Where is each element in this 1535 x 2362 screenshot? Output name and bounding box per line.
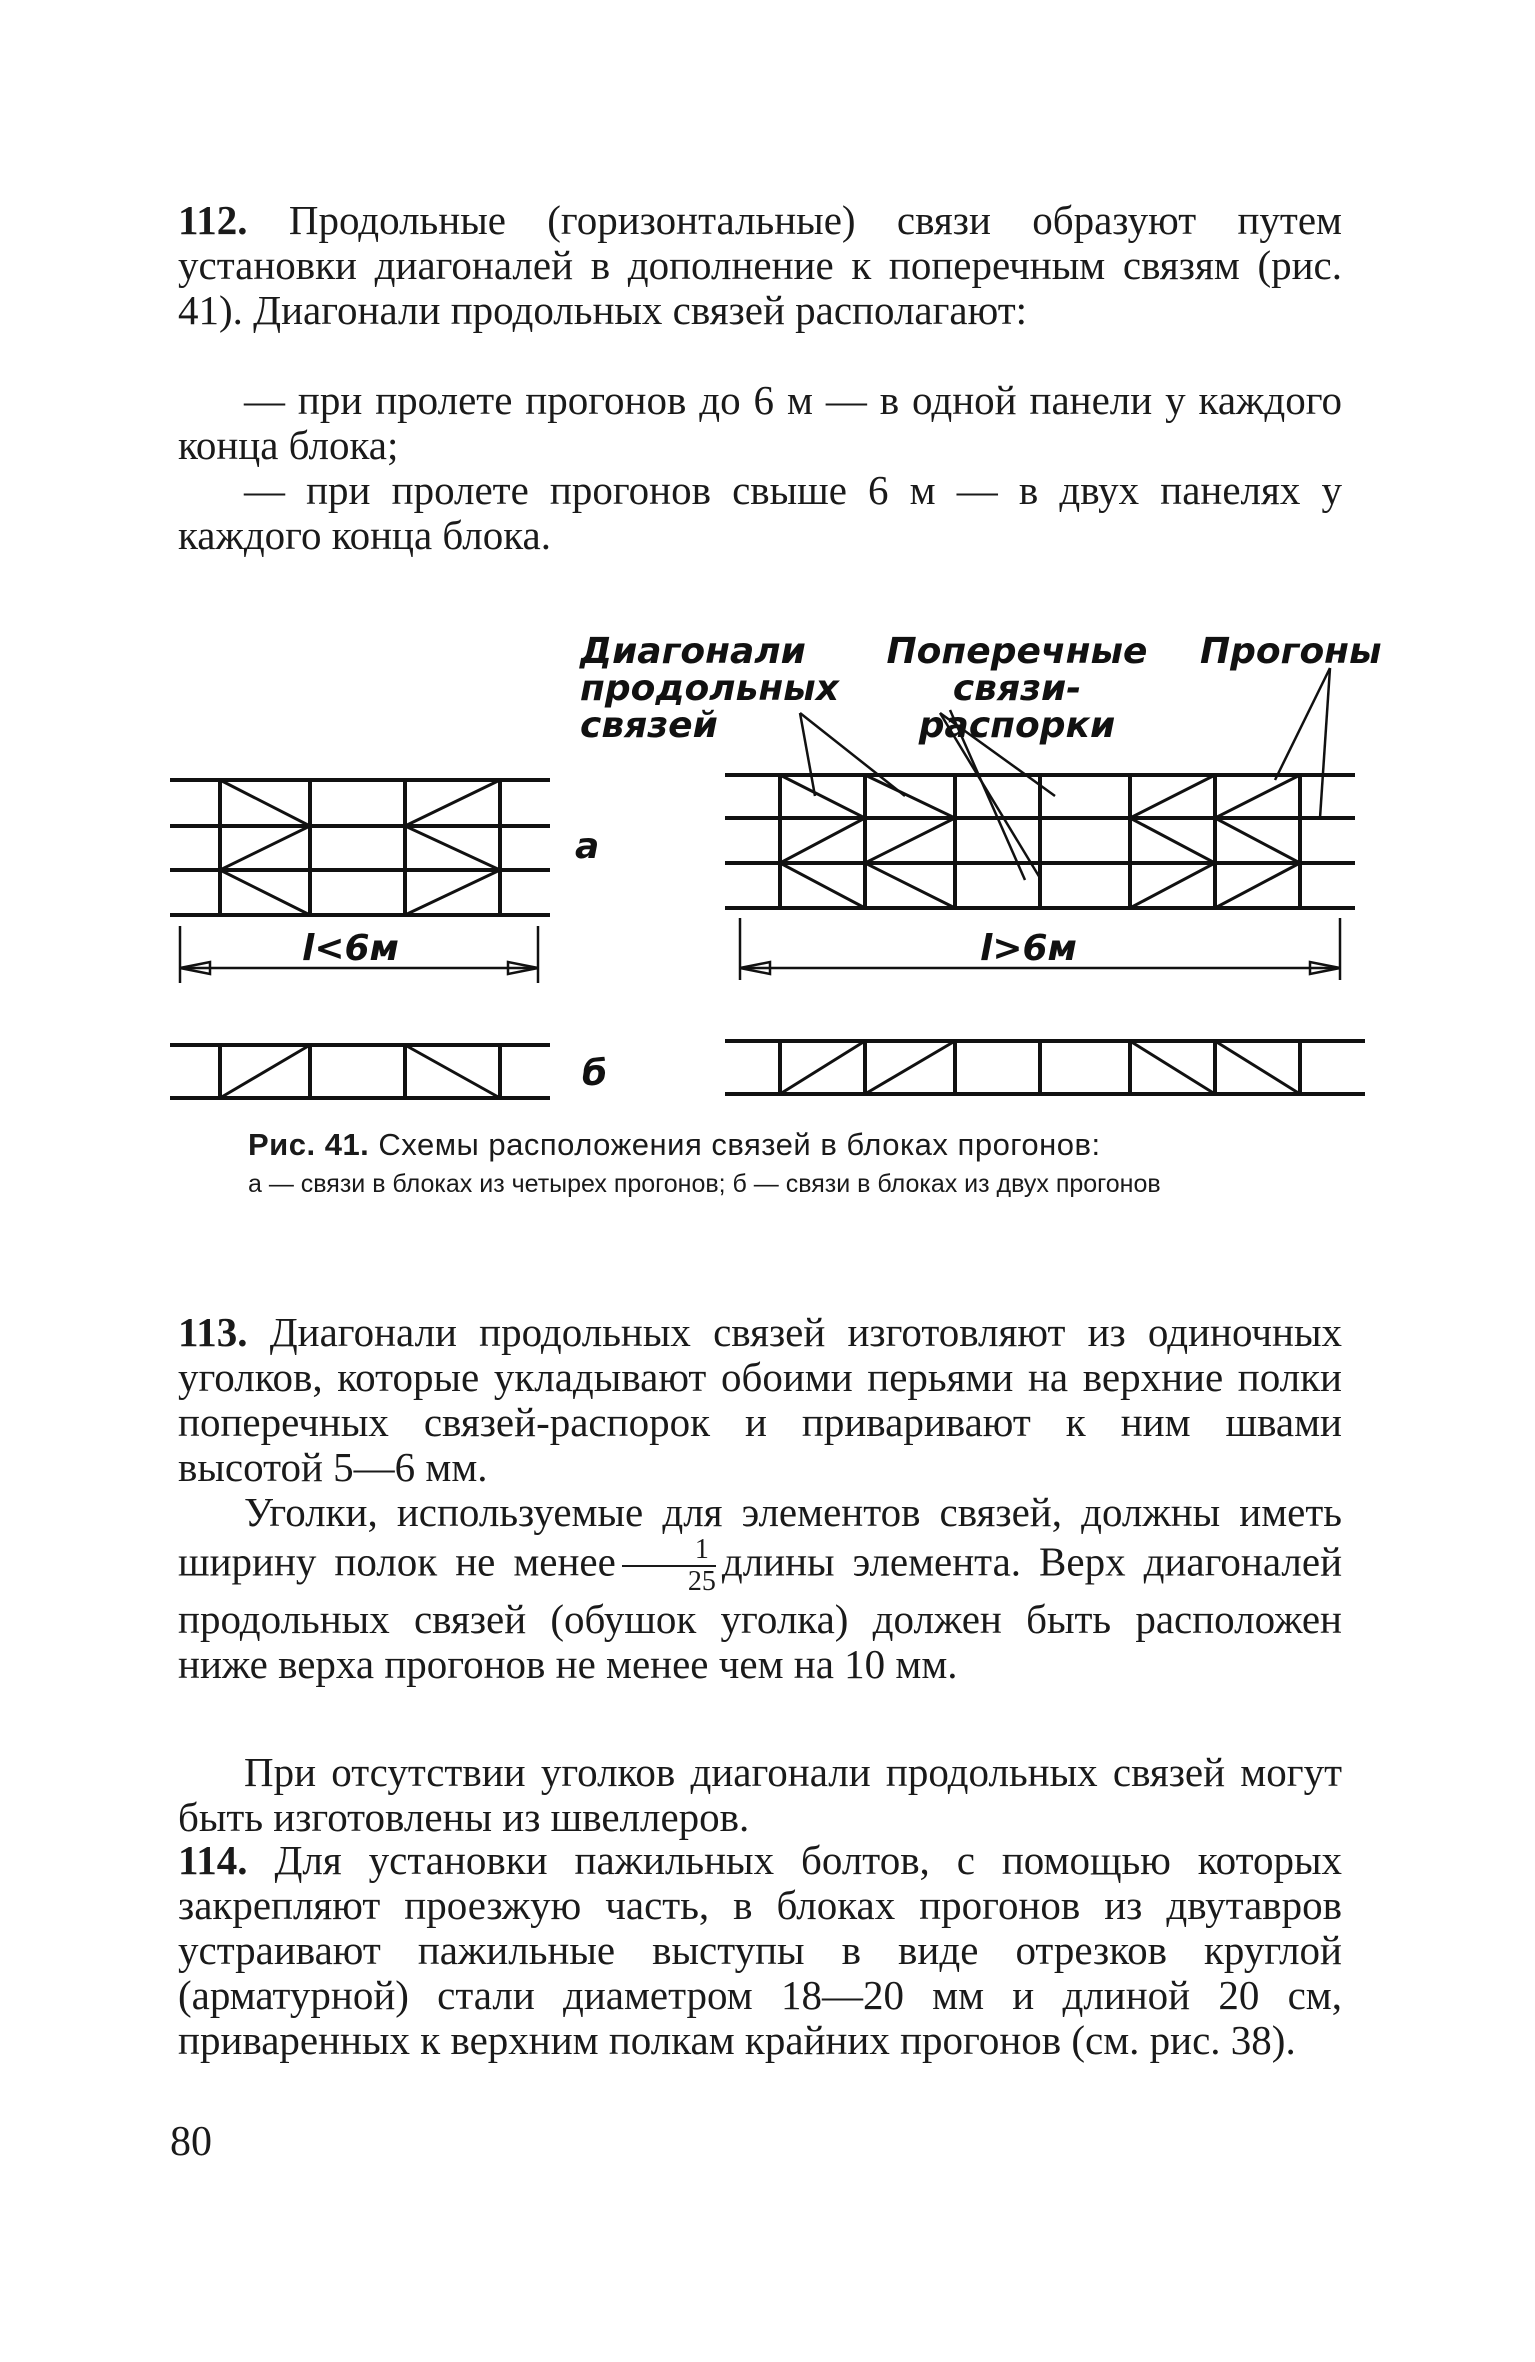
scheme-a-right bbox=[725, 775, 1355, 908]
list-item-1: — при пролете прогонов до 6 м — в одной панели у каждого конца блока; bbox=[178, 377, 1342, 468]
para-112 bbox=[178, 198, 1342, 333]
para-113-3: При отсутствии уголков диагонали продольных связей могут быть изготовлены из швеллеров. bbox=[178, 1749, 1342, 1840]
figure-41 bbox=[150, 618, 1390, 1118]
section-number-113: 113. bbox=[178, 1309, 248, 1355]
marker-b: б bbox=[582, 1053, 608, 1094]
label-purlins: Прогоны bbox=[1200, 631, 1382, 672]
caption-sub: а — связи в блоках из четырех прогонов; б — связи в блоках из двух прогонов bbox=[248, 1170, 1161, 1198]
list-item-2: — при пролете прогонов свыше 6 м — в двух панелях у каждого конца блока. bbox=[178, 467, 1342, 558]
para-114 bbox=[178, 1838, 1342, 2063]
para-112-text: Продольные (горизонтальные) связи образуют путем установки диагоналей в дополнение к поперечным связям (рис. 41). Диагонали продольных связей располагают: bbox=[178, 197, 1342, 333]
caption-line bbox=[248, 1126, 1268, 1164]
marker-a: а bbox=[575, 826, 600, 867]
span-label-left: l<6м bbox=[302, 928, 399, 969]
section-number-114: 114. bbox=[178, 1837, 248, 1883]
para-113-2-before: Уголки, используемые для элементов связей, должны иметь ширину полок не менее bbox=[178, 1489, 1342, 1585]
para-113 bbox=[178, 1310, 1342, 1490]
caption-text: Схемы расположения связей в блоках прогонов: bbox=[378, 1127, 1101, 1162]
caption-title: Рис. 41. bbox=[248, 1127, 370, 1162]
scheme-b-right bbox=[725, 1041, 1365, 1094]
scheme-a-left bbox=[170, 780, 550, 915]
scheme-b-left bbox=[170, 1045, 550, 1098]
section-number-112: 112. bbox=[178, 197, 248, 243]
span-label-right: l>6м bbox=[980, 928, 1077, 969]
page-number: 80 bbox=[170, 2119, 212, 2165]
figure-caption bbox=[248, 1126, 1268, 1200]
para-113-2-after: длины элемента. Верх диагоналей продольных связей (обушок уголка) должен быть расположен ниже верха прогонов не менее чем на 10 мм. bbox=[178, 1538, 1343, 1687]
fraction-numerator: 1 bbox=[694, 1534, 709, 1565]
para-113-text: Диагонали продольных связей изготовляют из одиночных уголков, которые укладывают обоими перьями на верхние полки поперечных связей-распорок и приваривают к ним швами высотой 5—6 мм. bbox=[178, 1309, 1342, 1490]
fraction-denominator: 25 bbox=[622, 1565, 716, 1597]
para-114-text: Для установки пажильных болтов, с помощью которых закрепляют проезжую часть, в блоках прогонов из двутавров устраивают пажильные выступы в виде отрезков круглой (арматурной) стали диаметром 18—20 мм и длиной 20 см, приваренных к верхним полкам крайних прогонов (см. рис. 38). bbox=[178, 1837, 1342, 2063]
para-113-2 bbox=[178, 1490, 1342, 1687]
label-diagonals: Диагонали продольных связей bbox=[580, 631, 839, 746]
label-cross-bracing: Поперечные связи-распорки bbox=[886, 631, 1148, 746]
fraction-1-25 bbox=[622, 1535, 716, 1597]
